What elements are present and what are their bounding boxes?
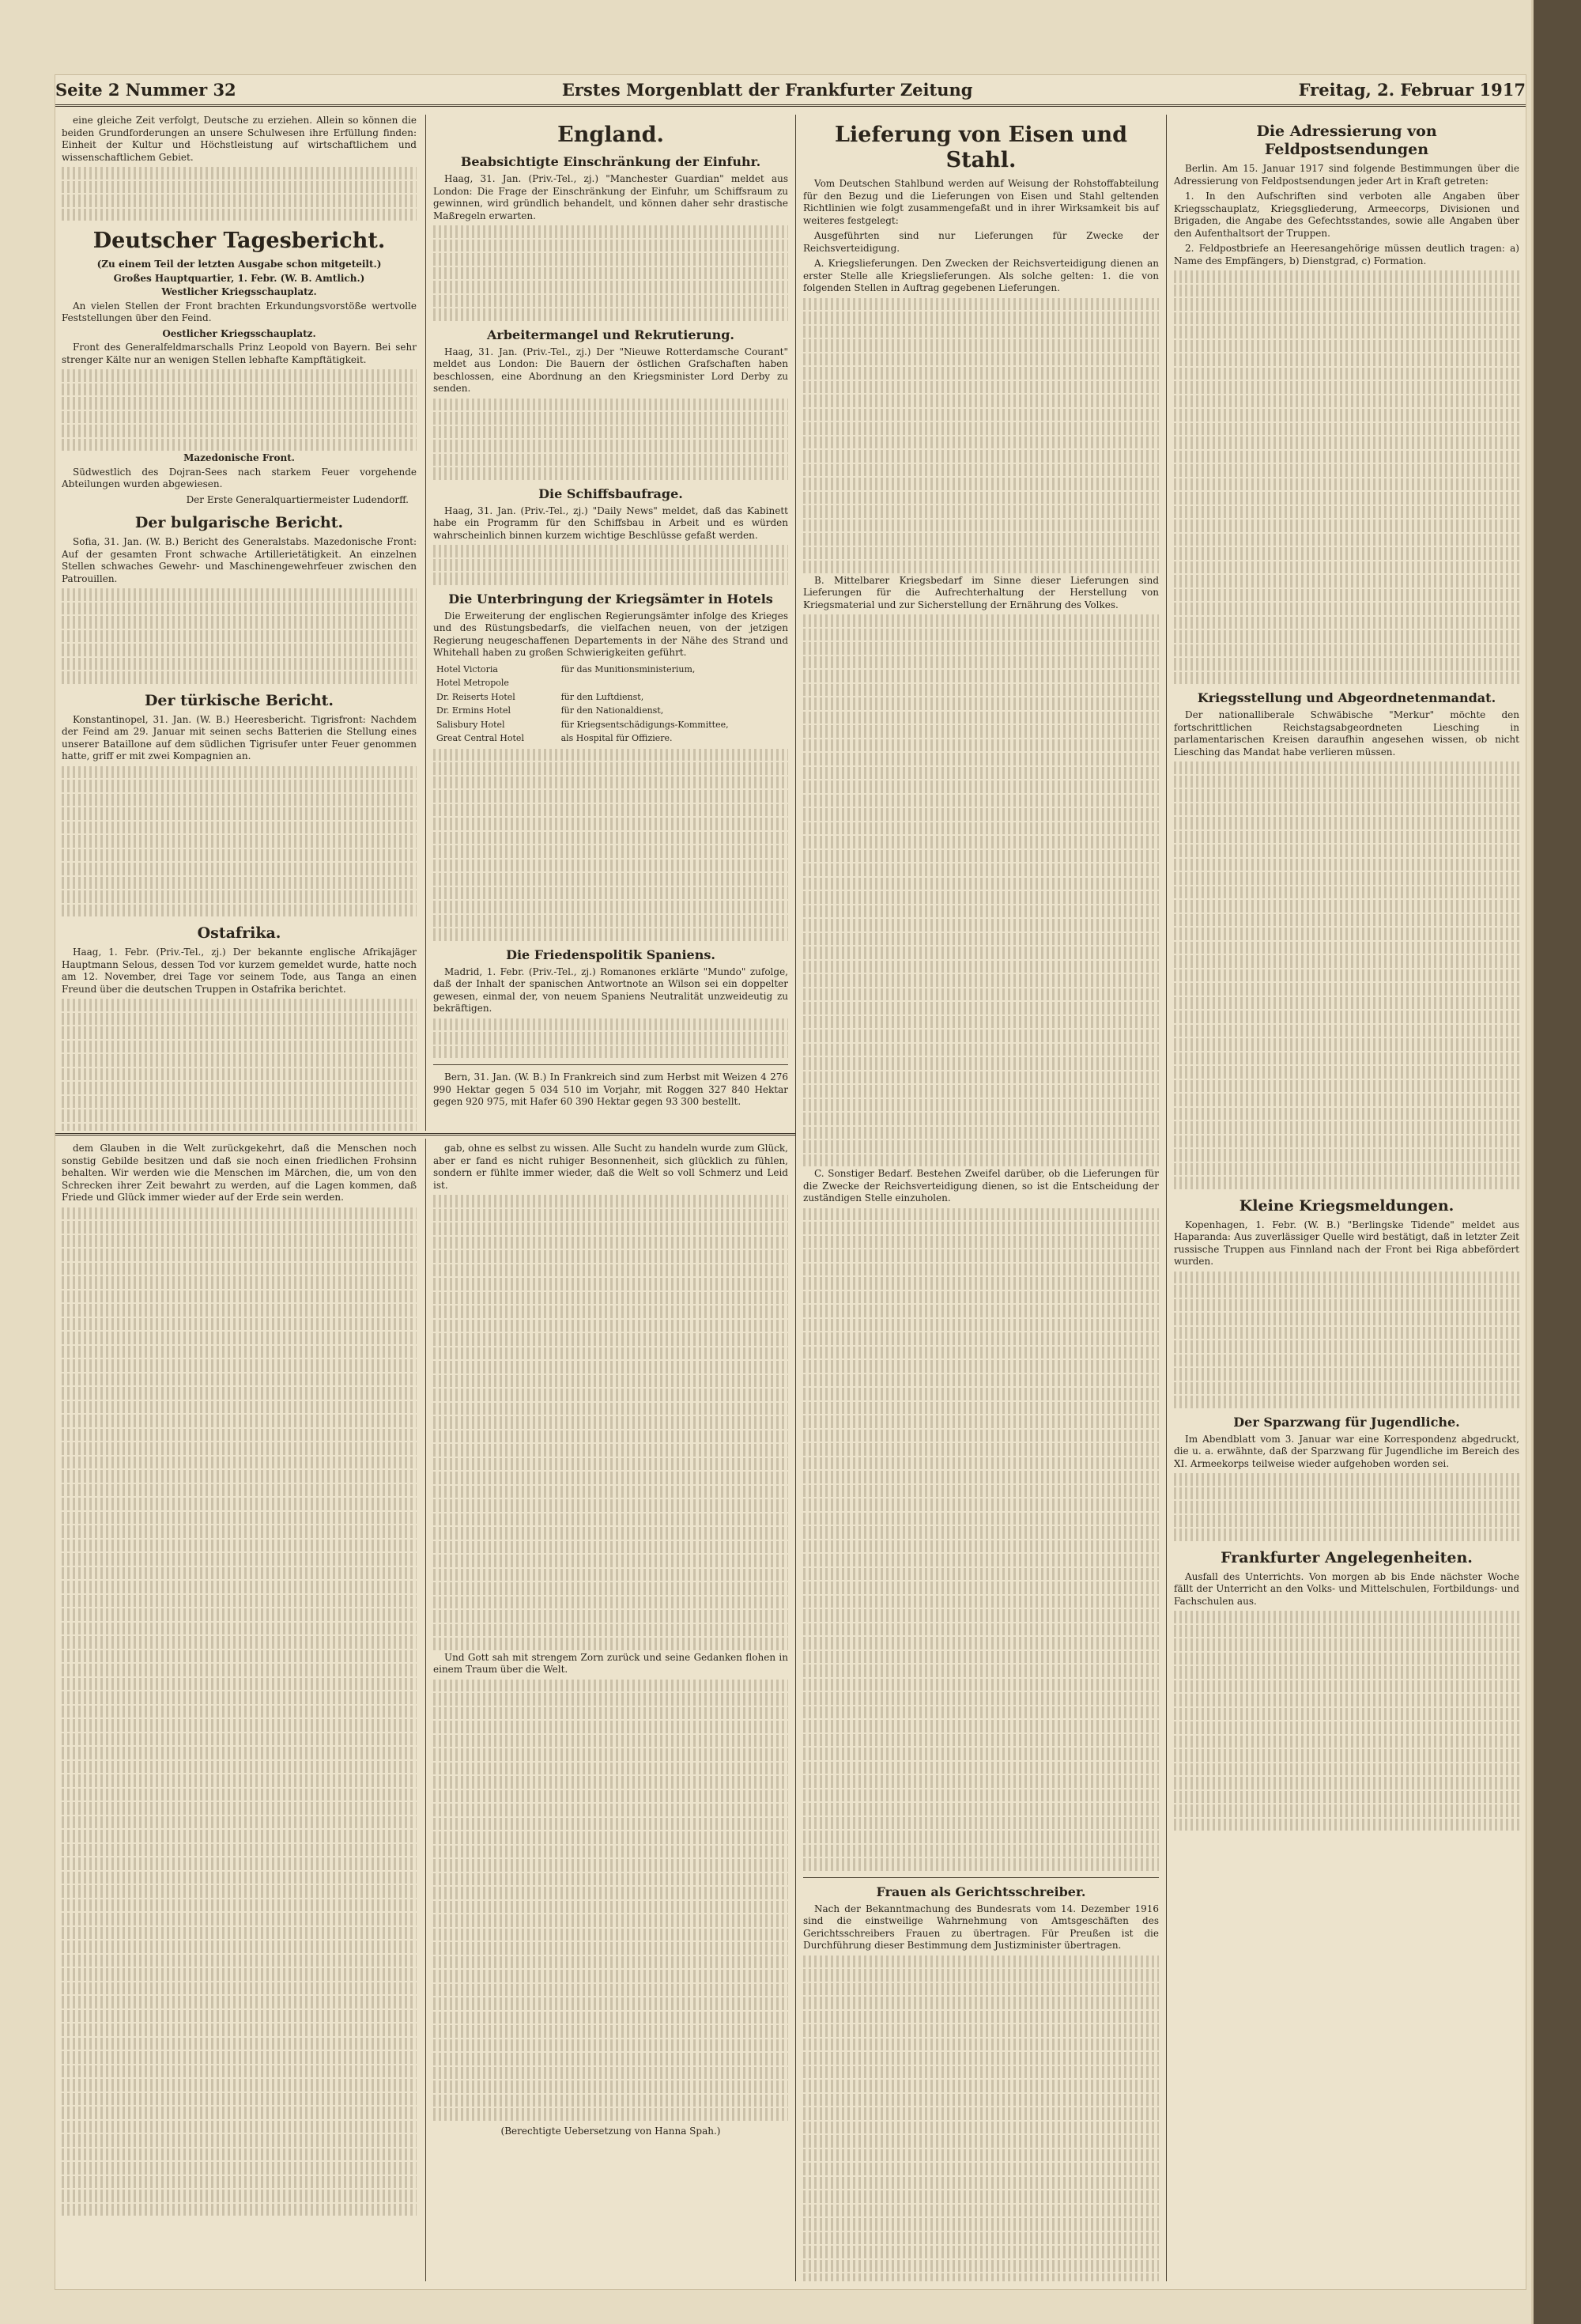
- ost-heading: Oestlicher Kriegsschauplatz.: [162, 327, 316, 339]
- kriegsstellung-title: Kriegsstellung und Abgeordnetenmandat.: [1197, 690, 1496, 705]
- tuerk-text: Konstantinopel, 31. Jan. (W. B.) Heeresbericht. Tigrisfront: Nachdem der Feind am 29. Januar mit seinen sechs Batterien die Stellung eines unserer Bataillone auf dem südlichen Tigrisufer unter Feuer genommen hatte, griff er mit zwei Kompagnien an.: [62, 713, 417, 761]
- frankfurt-text: Ausfall des Unterrichts. Von morgen ab bis Ende nächster Woche fällt der Unterricht an den Volks- und Mittelschulen, Fortbildungs- und Fachschulen aus.: [1174, 1570, 1519, 1607]
- translation-credit: (Berechtigte Uebersetzung von Hanna Spah.): [500, 2125, 721, 2137]
- column-4: [1168, 115, 1526, 2281]
- ostafrika-text: Haag, 1. Febr. (Priv.-Tel., zj.) Der bekannte englische Afrikajäger Hauptmann Selous, dessen Tod vor kurzem gemeldet wurde, hatte noch am 12. November, drei Tage vor seinem Tode, aus Tanga an einen Freund über die deutschen Truppen in Ostafrika berichtet.: [62, 947, 417, 995]
- tuerk-title: Der türkische Bericht.: [144, 691, 334, 709]
- column-3: [797, 115, 1165, 2281]
- arbeiter-text: Haag, 31. Jan. (Priv.-Tel., zj.) Der "Nieuwe Rotterdamsche Courant" meldet aus London: Die Bauern der östlichen Grafschaften haben beschlossen, eine Abordnung an den Kriegsminister Lord Derby zu senden.: [433, 346, 788, 394]
- column-rule: [425, 115, 426, 1131]
- england-title: England.: [557, 123, 664, 147]
- mazedon-text: Südwestlich des Dojran-Sees nach starkem Feuer vorgehende Abteilungen wurden abgewiesen.: [62, 466, 417, 489]
- eisen-text-3: A. Kriegslieferungen. Den Zwecken der Reichsverteidigung dienen an erster Stelle alle Kriegslieferungen. Als solche gelten: 1. die von folgenden Stellen in Auftrag gegebenen Lieferungen.: [803, 258, 1159, 293]
- feldpost-text-3: 2. Feldpostbriefe an Heeresangehörige müssen deutlich tragen: a) Name des Empfängers, b) Dienstgrad, c) Formation.: [1174, 243, 1519, 266]
- table-row: Dr. Reiserts Hotel für den Luftdienst,: [436, 691, 644, 702]
- ost-text: Front des Generalfeldmarschalls Prinz Leopold von Bayern. Bei sehr strenger Kälte nur an wenigen Stellen lebhafte Kampftätigkeit.: [62, 342, 417, 365]
- binding-spine: [1534, 0, 1581, 2324]
- hq-line: Großes Hauptquartier, 1. Febr. (W. B. Amtlich.): [113, 272, 365, 284]
- schiff-title: Die Schiffsbaufrage.: [538, 486, 683, 501]
- feuilleton-text-2: gab, ohne es selbst zu wissen. Alle Sucht zu handeln wurde zum Glück, aber er fand es nicht ruhiger Besonnenheit, sich glücklich zu fühlen, sondern er fühlte immer wieder, daß die Welt so voll Schmerz und Leid ist.: [433, 1143, 788, 1191]
- bulgar-title: Der bulgarische Bericht.: [134, 514, 344, 531]
- page-header: [55, 75, 1526, 107]
- table-row: Salisbury Hotel für Kriegsentschädigungs-Kommittee,: [436, 719, 729, 730]
- bulgar-text: Sofia, 31. Jan. (W. B.) Bericht des Generalstabs. Mazedonische Front: Auf der gesamten Front schwache Artillerietätigkeit. An einzelnen Stellen schwaches Gewehr- und Maschinengewehrfeuer zwischen den Patrouillen.: [62, 536, 417, 584]
- frankfurt-title: Frankfurter Angelegenheiten.: [1221, 1548, 1473, 1566]
- kriegsaemter-text: Die Erweiterung der englischen Regierungsämter infolge des Krieges und des Rüstungsbedarfs, die vielfachen neuen, von der jetzigen Regierung neugeschaffenen Departements in der Nähe des Strand und Whitehall haben zu großen Schwierigkeiten geführt.: [433, 610, 788, 658]
- eisen-text-1: Vom Deutschen Stahlbund werden auf Weisung der Rohstoffabteilung für den Bezug und die Lieferungen von Eisen und Stahl geltenden Richtlinien wie folgt zusammengefaßt und in ihrer Wirksamkeit bis auf weiteres festgelegt:: [803, 178, 1159, 226]
- west-text: An vielen Stellen der Front brachten Erkundungsvorstöße wertvolle Feststellungen über den Feind.: [62, 300, 417, 323]
- mazedon-heading: Mazedonische Front.: [183, 452, 295, 463]
- signature: Der Erste Generalquartiermeister Ludendorff.: [186, 493, 409, 505]
- header-page-number: Seite 2 Nummer 32: [55, 80, 236, 100]
- table-row: Hotel Victoria für das Munitionsministerium,: [436, 663, 696, 675]
- einfuhr-text: Haag, 31. Jan. (Priv.-Tel., zj.) "Manchester Guardian" meldet aus London: Die Frage der Einschränkung der Einfuhr, um Schiffsraum zu gewinnen, wird gründlich behandelt, und können daher sehr drastische Maßregeln erwarten.: [433, 173, 788, 221]
- spanien-text: Madrid, 1. Febr. (Priv.-Tel., zj.) Romanones erklärte "Mundo" zufolge, daß der Inhalt der spanischen Antwortnote an Wilson sei ein doppelter gewesen, einmal der, von neuem Spaniens Neutralität unzweideutig zu bekräftigen.: [433, 965, 788, 1014]
- column-1: [55, 115, 423, 1131]
- tagesbericht-note: (Zu einem Teil der letzten Ausgabe schon mitgeteilt.): [96, 259, 382, 270]
- ostafrika-title: Ostafrika.: [197, 924, 281, 942]
- einfuhr-title: Beabsichtigte Einschränkung der Einfuhr.: [460, 154, 761, 169]
- column-rule: [425, 1139, 426, 2281]
- header-masthead: Erstes Morgenblatt der Frankfurter Zeitung: [561, 80, 973, 100]
- frauen-text: Nach der Bekanntmachung des Bundesrats vom 14. Dezember 1916 sind die einstweilige Wahrnehmung von Amtsgeschäften des Gerichtsschreibers Frauen zu übertragen. Für Preußen ist die Durchführung dieser Bestimmung dem Justizminister übertragen.: [803, 1903, 1159, 1951]
- column-rule: [1166, 115, 1167, 2281]
- sparzwang-title: Der Sparzwang für Jugendliche.: [1233, 1414, 1460, 1430]
- feuilleton-text-2b: Und Gott sah mit strengem Zorn zurück und seine Gedanken flohen in einem Traum über die Welt.: [433, 1651, 788, 1675]
- hotel-table: [433, 663, 788, 746]
- kleine-title: Kleine Kriegsmeldungen.: [1239, 1196, 1455, 1215]
- header-date: Freitag, 2. Februar 1917: [1298, 80, 1526, 100]
- feuilleton-divider: [55, 1133, 795, 1136]
- newspaper-page: [55, 75, 1526, 2289]
- spanien-title: Die Friedenspolitik Spaniens.: [506, 947, 715, 962]
- table-row: Hotel Metropole: [436, 678, 509, 688]
- eisen-title: Lieferung von Eisen und Stahl.: [834, 123, 1128, 172]
- eisen-text-5: C. Sonstiger Bedarf. Bestehen Zweifel darüber, ob die Lieferungen für die Zwecke der Reichsverteidigung dienen, so ist die Entscheidung der zuständigen Stelle einzuholen.: [803, 1168, 1159, 1204]
- table-row: Dr. Ermins Hotel für den Nationaldienst,: [436, 705, 664, 716]
- column-2: [427, 115, 794, 1131]
- kriegsstellung-text: Der nationalliberale Schwäbische "Merkur" möchte den fortschrittlichen Reichstagsabgeordneten Liesching in parlamentarischen Kreisen daraufhin angesehen wissen, ob nicht Liesching das Mandat habe verlieren müssen.: [1174, 709, 1519, 758]
- feuilleton-text-1: dem Glauben in die Welt zurückgekehrt, daß die Menschen noch sonstig Gebilde besitzen und daß sie noch einen friedlichen Frohsinn behalten. Wir werden wie die Menschen im Märchen, die, um von den Schrecken ihrer Zeit bewahrt zu werden, auf die Lagen kommen, daß Friede und Glück immer wieder auf der Erde sein werden.: [62, 1143, 417, 1203]
- feldpost-title: Die Adressierung von Feldpostsendungen: [1256, 123, 1437, 158]
- table-row: Great Central Hotel als Hospital für Offiziere.: [436, 733, 673, 743]
- eisen-text-2: Ausgeführten sind nur Lieferungen für Zwecke der Reichsverteidigung.: [803, 230, 1159, 254]
- sparzwang-text: Im Abendblatt vom 3. Januar war eine Korrespondenz abgedruckt, die u. a. erwähnte, daß der Sparzwang für Jugendliche im Bereich des XI. Armeekorps teilweise wieder aufgehoben worden sei.: [1174, 1433, 1519, 1469]
- feuilleton-column-2: [427, 1143, 794, 2281]
- arbeiter-title: Arbeitermangel und Rekrutierung.: [487, 327, 734, 342]
- intro-text: eine gleiche Zeit verfolgt, Deutsche zu erziehen. Allein so können die beiden Grundforderungen an unsere Schulwesen ihre Erfüllung finden: Einheit der Kultur und Höchstleistung auf wirtschaftlichem und wissenschaftlichem Gebiet.: [62, 115, 417, 163]
- west-heading: Westlicher Kriegsschauplatz.: [161, 286, 317, 297]
- markt-text: Bern, 31. Jan. (W. B.) In Frankreich sind zum Herbst mit Weizen 4 276 990 Hektar gegen 5 034 510 im Vorjahr, mit Roggen 327 840 Hektar gegen 920 975, mit Hafer 60 390 Hektar gegen 93 300 bestellt.: [433, 1071, 788, 1107]
- kriegsaemter-title: Die Unterbringung der Kriegsämter in Hotels: [448, 591, 773, 607]
- feldpost-text-1: Berlin. Am 15. Januar 1917 sind folgende Bestimmungen über die Adressierung von Feldpostsendungen jeder Art in Kraft getreten:: [1174, 163, 1519, 187]
- feuilleton-column-1: [55, 1143, 423, 2281]
- kleine-text: Kopenhagen, 1. Febr. (W. B.) "Berlingske Tidende" meldet aus Haparanda: Aus zuverlässiger Quelle wird bestätigt, daß in letzter Zeit russische Truppen aus Finnland nach der Front bei Riga abbefördert wurden.: [1174, 1219, 1519, 1267]
- column-rule: [795, 115, 796, 2281]
- eisen-text-4: B. Mittelbarer Kriegsbedarf im Sinne dieser Lieferungen sind Lieferungen für die Aufrechterhaltung der Herstellung von Kriegsmaterial und zur Sicherstellung der Ernährung des Volkes.: [803, 574, 1159, 610]
- frauen-title: Frauen als Gerichtsschreiber.: [876, 1884, 1086, 1899]
- feldpost-text-2: 1. In den Aufschriften sind verboten alle Angaben über Kriegsschauplatz, Kriegsgliederung, Armeecorps, Divisionen und Brigaden, die Angabe des Gefechtsstandes, sowie alle Angaben über den Aufenthaltsort der Truppen.: [1174, 191, 1519, 239]
- schiff-text: Haag, 31. Jan. (Priv.-Tel., zj.) "Daily News" meldet, daß das Kabinett habe ein Programm für den Schiffsbau in Arbeit und es würden wahrscheinlich binnen kurzem wichtige Beschlüsse gefaßt werden.: [433, 504, 788, 541]
- tagesbericht-title: Deutscher Tagesbericht.: [92, 229, 386, 253]
